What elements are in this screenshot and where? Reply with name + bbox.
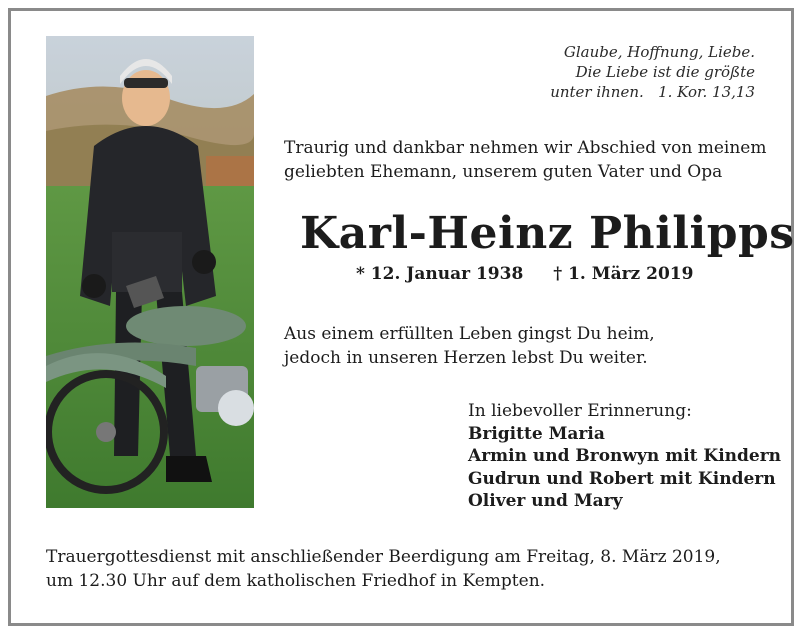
birth-date: * 12. Januar 1938: [356, 264, 524, 284]
mourner-name: Gudrun und Robert mit Kindern: [468, 468, 776, 489]
mourners-block: [468, 400, 781, 513]
service-line: um 12.30 Uhr auf dem katholischen Friedhof in Kempten.: [46, 571, 546, 591]
mourner-name: Brigitte Maria: [468, 423, 605, 444]
verse-line: unter ihnen. 1. Kor. 13,13: [550, 83, 755, 101]
bible-verse: [550, 42, 755, 102]
verse-line: Glaube, Hoffnung, Liebe.: [563, 43, 755, 61]
farewell-text: [284, 322, 655, 370]
funeral-service-info: [46, 545, 721, 593]
intro-line: Traurig und dankbar nehmen wir Abschied von meinem: [284, 138, 767, 158]
farewell-line: Aus einem erfüllten Leben gingst Du heim,: [284, 324, 655, 344]
death-date: † 1. März 2019: [553, 264, 694, 284]
farewell-line: jedoch in unseren Herzen lebst Du weiter.: [284, 348, 648, 368]
verse-line: Die Liebe ist die größte: [575, 63, 755, 81]
intro-line: geliebten Ehemann, unserem guten Vater und Opa: [284, 162, 723, 182]
life-dates: [356, 264, 693, 284]
intro-text: [284, 136, 766, 184]
portrait-photo: [46, 36, 254, 508]
service-line: Trauergottesdienst mit anschließender Beerdigung am Freitag, 8. März 2019,: [46, 547, 721, 567]
mourners-heading: In liebevoller Erinnerung:: [468, 401, 692, 421]
mourner-name: Oliver und Mary: [468, 491, 623, 511]
deceased-name: Karl-Heinz Philipps: [300, 208, 795, 259]
mourner-name: Armin und Bronwyn mit Kindern: [468, 446, 782, 466]
